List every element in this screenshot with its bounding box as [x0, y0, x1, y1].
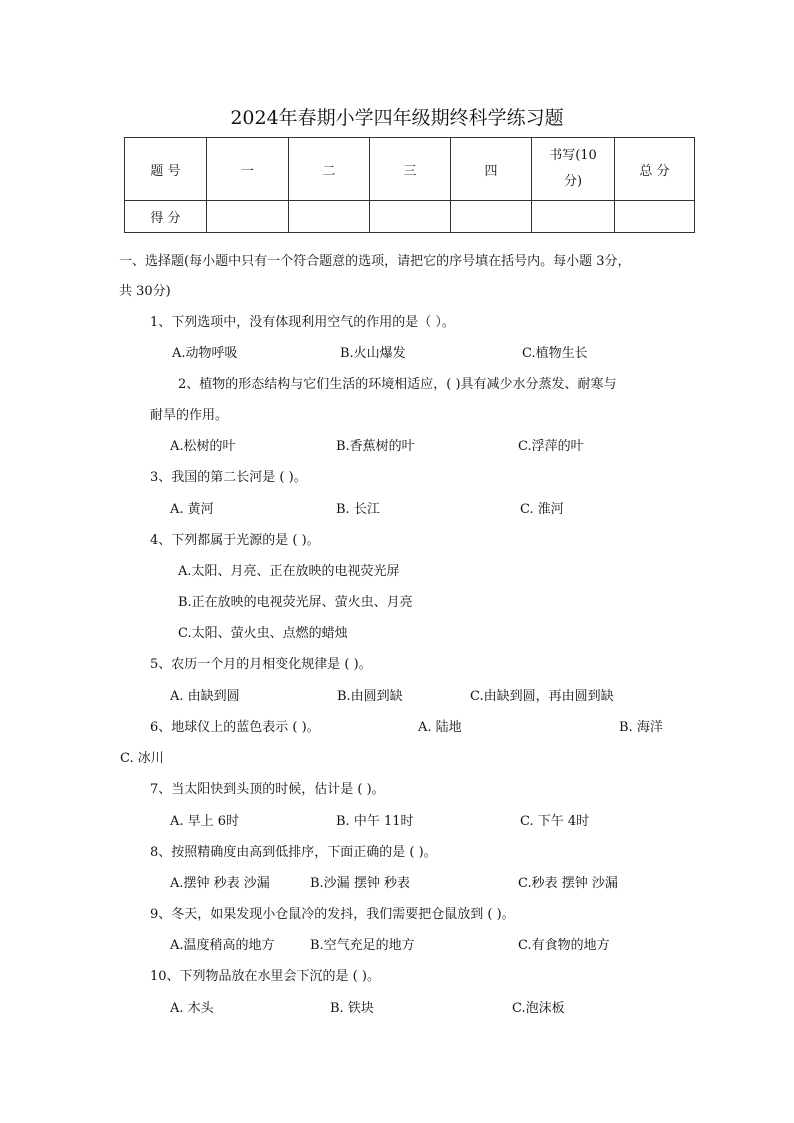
option-b: B.空气充足的地方	[310, 938, 415, 953]
section-heading-cont: 共 30分)	[119, 284, 171, 299]
score-row-label: 得 分	[125, 201, 207, 233]
score-cell[interactable]	[289, 201, 370, 233]
question-4: 4、下列都属于光源的是 ( )。	[150, 533, 320, 548]
option-a: A.松树的叶	[170, 439, 236, 454]
option-c: C.有食物的地方	[518, 938, 610, 953]
option-b: B.由圆到缺	[337, 689, 403, 704]
question-5: 5、农历一个月的月相变化规律是 ( )。	[150, 657, 372, 672]
score-cell[interactable]	[451, 201, 532, 233]
option-c: C. 下午 4时	[520, 814, 590, 829]
option-a: A.摆钟 秒表 沙漏	[170, 876, 270, 891]
question-8: 8、按照精确度由高到低排序，下面正确的是 ( )。	[150, 845, 437, 860]
question-9: 9、冬天，如果发现小仓鼠冷的发抖，我们需要把仓鼠放到 ( )。	[150, 907, 515, 922]
option-a: A. 黄河	[170, 502, 214, 517]
score-table-header-row	[125, 138, 695, 201]
option-a: A. 早上 6时	[170, 814, 240, 829]
score-table-score-row	[125, 201, 695, 233]
option-c: C.秒表 摆钟 沙漏	[518, 876, 618, 891]
score-header-cell	[532, 138, 615, 201]
option-a: A. 由缺到圆	[170, 689, 240, 704]
score-cell[interactable]	[615, 201, 695, 233]
question-3: 3、我国的第二长河是 ( )。	[150, 470, 307, 485]
option-b: B.沙漏 摆钟 秒表	[310, 876, 410, 891]
score-header-cell: 总 分	[615, 138, 695, 201]
option-c: C.浮萍的叶	[518, 439, 584, 454]
option-a: A.太阳、月亮、正在放映的电视荧光屏	[178, 564, 400, 579]
option-c: C.太阳、萤火虫、点燃的蜡烛	[178, 626, 348, 641]
score-header-cell: 二	[289, 138, 370, 201]
score-header-cell: 题 号	[125, 138, 207, 201]
question-2-cont: 耐旱的作用。	[150, 408, 229, 423]
score-header-cell: 四	[451, 138, 532, 201]
option-c: C.植物生长	[522, 346, 588, 361]
score-cell[interactable]	[370, 201, 451, 233]
option-b: B. 中午 11时	[336, 814, 414, 829]
question-10: 10、下列物品放在水里会下沉的是 ( )。	[150, 969, 380, 984]
option-b: B.香蕉树的叶	[336, 439, 415, 454]
question-1: 1、下列选项中，没有体现利用空气的作用的是（ ）。	[150, 315, 455, 330]
score-cell[interactable]	[207, 201, 289, 233]
score-cell[interactable]	[532, 201, 615, 233]
option-a: A.温度稍高的地方	[170, 938, 275, 953]
score-header-cell: 三	[370, 138, 451, 201]
option-c: C.泡沫板	[512, 1001, 565, 1016]
option-a: A. 陆地	[418, 720, 462, 735]
option-b: B. 海洋	[619, 720, 663, 735]
question-6: 6、地球仪上的蓝色表示 ( )。	[150, 720, 320, 735]
option-b: B.正在放映的电视荧光屏、萤火虫、月亮	[178, 595, 413, 610]
option-b: B. 长江	[336, 502, 380, 517]
option-c: C. 淮河	[520, 502, 564, 517]
option-b: B. 铁块	[330, 1001, 374, 1016]
score-table	[124, 137, 695, 233]
option-a: A.动物呼吸	[172, 346, 238, 361]
option-b: B.火山爆发	[340, 346, 406, 361]
question-7: 7、当太阳快到头顶的时候，估计是 ( )。	[150, 782, 385, 797]
option-c: C. 冰川	[120, 751, 164, 766]
writing-score-label: 书写(10分)	[549, 148, 597, 189]
question-2: 2、植物的形态结构与它们生活的环境相适应，( )具有减少水分蒸发、耐寒与	[178, 377, 617, 392]
score-header-cell: 一	[207, 138, 289, 201]
section-heading: 一、选择题(每小题中只有一个符合题意的选项，请把它的序号填在括号内。每小题 3分，	[119, 254, 631, 269]
page-title: 2024年春期小学四年级期终科学练习题	[230, 107, 564, 129]
option-a: A. 木头	[170, 1001, 214, 1016]
option-c: C.由缺到圆，再由圆到缺	[470, 689, 614, 704]
